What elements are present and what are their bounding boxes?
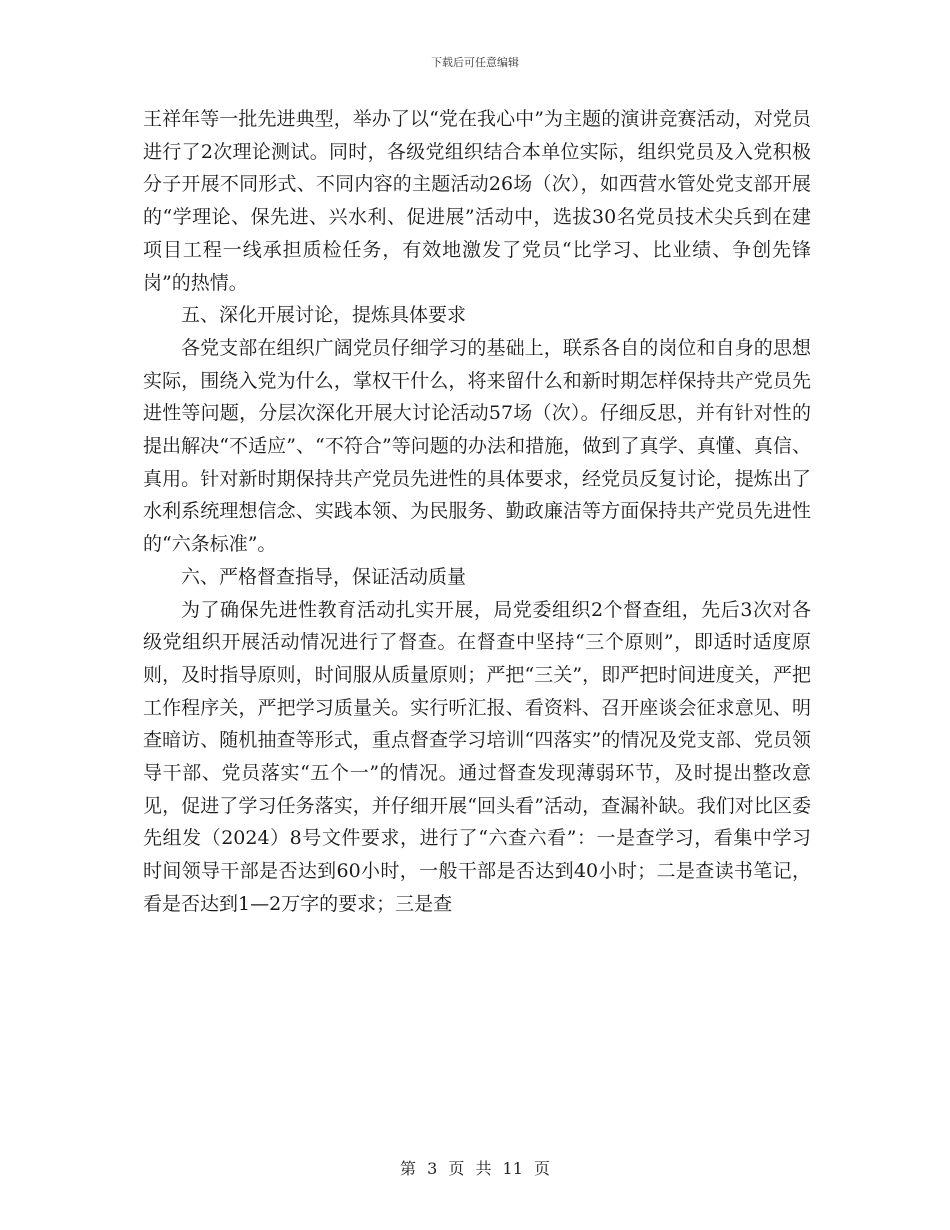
paragraph-continued: 王祥年等一批先进典型，举办了以“党在我心中”为主题的演讲竞赛活动，对党员进行了2次理论测试。同时，各级党组织结合本单位实际，组织党员及入党积极分子开展不同形式、不同内容的主题活动26场（次），如西营水管处党支部开展的“学理论、保先进、兴水利、促进展”活动中，选拔30名党员技术尖兵到在建项目工程一线承担质检任务，有效地激发了党员“比学习、比业绩、争创先锋岗”的热情。	[143, 108, 811, 294]
page-number-footer: 第 3 页 共 11 页	[400, 1159, 550, 1178]
paragraph-discussion: 各党支部在组织广阔党员仔细学习的基础上，联系各自的岗位和自身的思想实际，围绕入党为什么，掌权干什么，将来留什么和新时期怎样保持共产党员先进性等问题，分层次深化开展大讨论活动57场（次）。仔细反思，并有针对性的提出解决“不适应”、“不符合”等问题的办法和措施，做到了真学、真懂、真信、真用。针对新时期保持共产党员先进性的具体要求，经党员反复讨论，提炼出了水利系统理想信念、实践本领、为民服务、勤政廉洁等方面保持共产党员先进性的“六条标准”。	[143, 336, 811, 556]
section-heading-six: 六、严格督查指导，保证活动质量	[181, 565, 467, 588]
paragraph-supervision: 为了确保先进性教育活动扎实开展，局党委组织2个督查组，先后3次对各级党组织开展活动情况进行了督查。在督查中坚持“三个原则”，即适时适度原则，及时指导原则，时间服从质量原则；严把“三关”，即严把时间进度关，严把工作程序关，严把学习质量关。实行听汇报、看资料、召开座谈会征求意见、明查暗访、随机抽查等形式，重点督查学习培训“四落实”的情况及党支部、党员领导干部、党员落实“五个一”的情况。通过督查发现薄弱环节，及时提出整改意见，促进了学习任务落实，并仔细开展“回头看”活动，查漏补缺。我们对比区委先组发（2024）8号文件要求，进行了“六查六看”：一是查学习，看集中学习时间领导干部是否达到60小时，一般干部是否达到40小时；二是查读书笔记，看是否达到1—2万字的要求；三是查	[143, 598, 811, 915]
page-header: 下载后可任意编辑	[431, 56, 519, 69]
document-body	[143, 103, 811, 921]
section-heading-five: 五、深化开展讨论，提炼具体要求	[181, 304, 467, 327]
